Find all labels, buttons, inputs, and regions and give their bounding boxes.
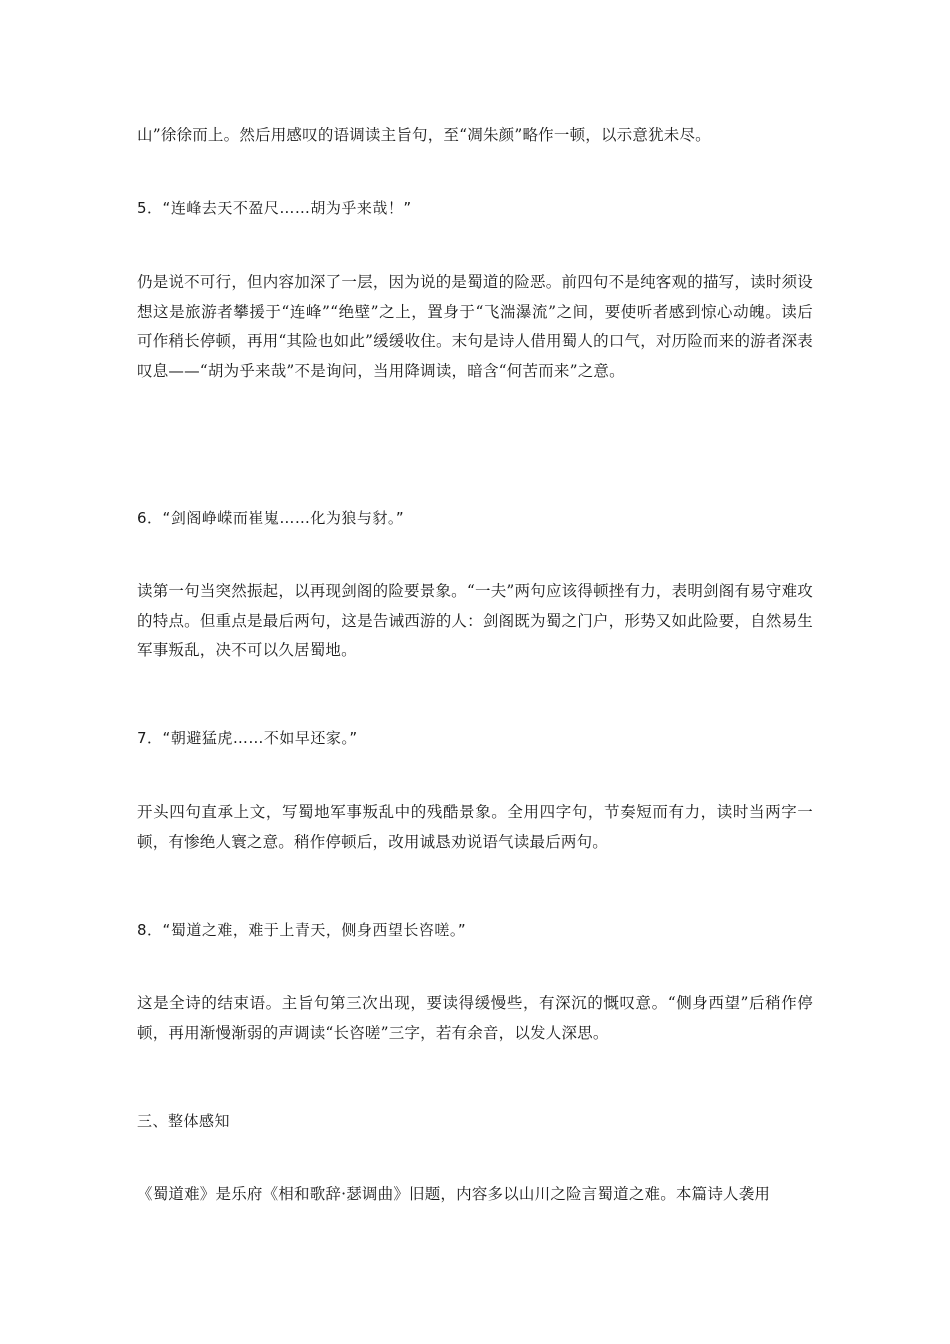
paragraph-section-5: 仍是说不可行，但内容加深了一层，因为说的是蜀道的险恶。前四句不是纯客观的描写，读时须设想这是旅游者攀援于“连峰”“绝壁”之上，置身于“飞湍瀑流”之间，要使听者感到惊心动魄。读后可作稍长停顿，再用“其险也如此”缓缓收住。末句是诗人借用蜀人的口气，对历险而来的游者深表叹息——“胡为乎来哉”不是询问，当用降调读，暗含“何苦而来”之意。 — [137, 273, 813, 380]
section-heading-8: 8．“蜀道之难，难于上青天，侧身西望长咨嗟。” — [137, 921, 467, 939]
section-heading-7: 7．“朝避猛虎……不如早还家。” — [137, 729, 358, 747]
paragraph-section-8: 这是全诗的结束语。主旨句第三次出现，要读得缓慢些，有深沉的慨叹意。“侧身西望”后稍作停顿，再用渐慢渐弱的声调读“长咨嗟”三字，若有余音，以发人深思。 — [137, 994, 813, 1042]
paragraph-overall-intro: 《蜀道难》是乐府《相和歌辞·瑟调曲》旧题，内容多以山川之险言蜀道之难。本篇诗人袭用 — [137, 1185, 771, 1203]
section-heading-6: 6．“剑阁峥嵘而崔嵬……化为狼与豺。” — [137, 509, 405, 527]
paragraph-continuation: 山”徐徐而上。然后用感叹的语调读主旨句，至“凋朱颜”略作一顿，以示意犹未尽。 — [137, 126, 711, 144]
section-heading-overall: 三、整体感知 — [137, 1112, 231, 1130]
section-heading-5: 5．“连峰去天不盈尺……胡为乎来哉！” — [137, 199, 412, 217]
paragraph-section-6: 读第一句当突然振起，以再现剑阁的险要景象。“一夫”两句应该得顿挫有力，表明剑阁有易守难攻的特点。但重点是最后两句，这是告诫西游的人：剑阁既为蜀之门户，形势又如此险要，自然易生军事叛乱，决不可以久居蜀地。 — [137, 582, 813, 659]
paragraph-section-7: 开头四句直承上文，写蜀地军事叛乱中的残酷景象。全用四字句，节奏短而有力，读时当两字一顿，有惨绝人寰之意。稍作停顿后，改用诚恳劝说语气读最后两句。 — [137, 803, 813, 851]
